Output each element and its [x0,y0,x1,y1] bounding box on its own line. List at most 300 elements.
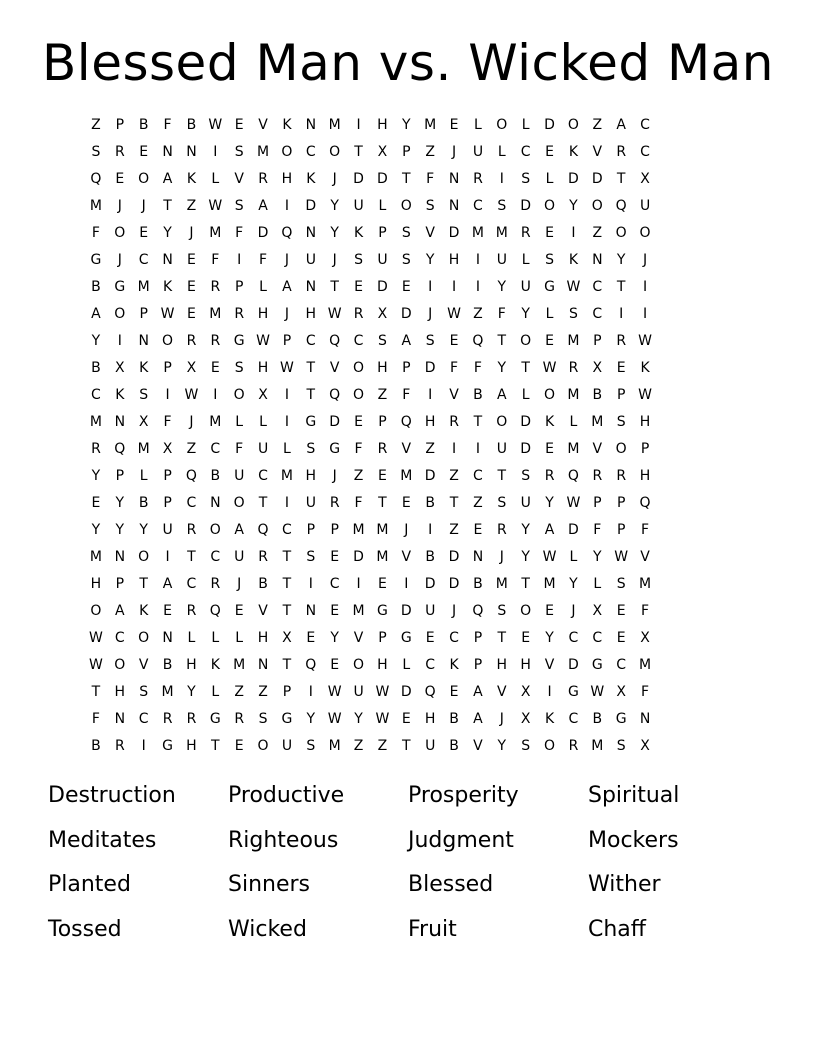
grid-letter: I [284,495,289,511]
grid-letter: S [401,225,411,241]
word-list-item: Mockers [588,827,679,853]
grid-letter: H [377,657,388,673]
grid-letter: M [89,198,102,214]
grid-letter: E [616,603,626,619]
grid-letter: R [114,144,125,160]
grid-letter: T [497,468,507,484]
grid-letter: R [114,738,125,754]
grid-letter: W [638,333,652,349]
grid-letter: U [281,738,293,754]
grid-letter: N [257,657,269,673]
grid-letter: T [616,171,626,187]
grid-letter: C [353,333,364,349]
grid-letter: U [305,495,316,511]
grid-letter: H [377,360,388,376]
grid-letter: F [641,603,650,619]
grid-letter: R [616,333,627,349]
grid-letter: M [209,414,222,430]
word-list-item: Sinners [228,872,311,897]
grid-letter: W [327,711,342,727]
grid-letter: G [568,684,579,700]
grid-letter: A [497,387,507,403]
grid-letter: E [401,279,411,295]
grid-letter: B [258,576,268,592]
grid-letter: U [496,441,507,457]
grid-letter: L [259,279,267,295]
grid-letter: I [213,387,218,403]
grid-letter: E [330,603,340,619]
grid-letter: F [473,360,482,376]
grid-letter: R [210,333,221,349]
grid-letter: H [90,576,102,592]
grid-letter: N [305,225,317,241]
letter-grid [84,112,657,760]
grid-letter: N [210,495,221,511]
grid-letter: D [400,603,412,619]
grid-letter: D [257,225,269,241]
grid-letter: E [473,522,483,538]
grid-letter: O [591,198,603,214]
grid-letter: R [329,495,340,511]
grid-letter: M [591,414,604,430]
word-list-item: Wither [588,872,661,897]
grid-letter: U [377,252,388,268]
grid-letter: Z [473,306,483,322]
grid-letter: J [117,252,122,268]
grid-letter: G [615,711,627,727]
grid-letter: D [305,198,317,214]
grid-letter: P [616,495,626,511]
grid-letter: R [162,711,173,727]
grid-letter: F [354,495,363,511]
grid-letter: K [186,171,197,187]
word-list-item: Righteous [228,827,339,853]
grid-letter: U [353,684,364,700]
grid-letter: M [352,603,365,619]
grid-letter: Y [497,738,507,754]
grid-letter: R [568,360,579,376]
grid-letter: O [496,117,508,133]
grid-letter: Q [400,414,412,430]
grid-letter: G [305,414,317,430]
grid-letter: Z [258,684,268,700]
grid-letter: W [566,495,581,511]
grid-letter: M [161,684,174,700]
grid-letter: C [305,333,316,349]
grid-letter: Z [377,387,388,403]
grid-letter: B [138,495,149,511]
grid-letter: F [402,387,411,403]
grid-letter: Q [281,225,293,241]
grid-letter: U [520,279,531,295]
grid-letter: T [521,360,530,376]
grid-letter: B [91,360,101,376]
grid-letter: D [377,171,388,187]
grid-letter: M [257,144,270,160]
grid-letter: R [258,171,268,187]
grid-letter: A [258,198,268,214]
grid-letter: Y [354,711,363,727]
grid-letter: Y [545,495,554,511]
grid-letter: K [162,279,173,295]
grid-letter: J [451,144,457,160]
grid-letter: O [544,387,556,403]
grid-letter: Z [425,441,435,457]
grid-letter: V [138,657,149,673]
grid-letter: P [378,630,387,646]
grid-letter: L [474,117,482,133]
grid-letter: A [282,279,292,295]
grid-letter: X [640,630,650,646]
grid-letter: R [186,522,197,538]
grid-letter: E [449,117,459,133]
grid-letter: E [354,279,363,295]
grid-letter: C [473,468,483,484]
grid-letter: Y [306,711,316,727]
grid-letter: N [114,414,126,430]
grid-letter: I [141,738,146,754]
grid-letter: J [404,522,409,538]
grid-letter: I [308,576,313,592]
grid-letter: C [186,576,197,592]
grid-letter: W [89,630,103,646]
grid-letter: G [162,738,173,754]
grid-letter: N [448,171,460,187]
grid-letter: O [567,117,579,133]
grid-letter: C [449,630,459,646]
grid-letter: K [568,252,579,268]
grid-letter: Y [91,468,101,484]
grid-letter: F [235,441,244,457]
grid-letter: I [165,549,170,565]
grid-letter: Y [545,630,554,646]
grid-letter: E [91,495,101,511]
grid-letter: U [639,198,651,214]
grid-letter: V [592,441,603,457]
grid-letter: B [449,738,459,754]
grid-row [84,733,657,760]
grid-letter: X [640,171,650,187]
grid-letter: O [639,225,651,241]
grid-letter: P [282,333,292,349]
grid-letter: I [284,387,289,403]
grid-letter: N [138,333,149,349]
grid-letter: L [235,630,244,646]
grid-letter: M [376,549,389,565]
grid-letter: G [377,603,388,619]
grid-letter: A [616,117,626,133]
grid-letter: X [592,360,603,376]
grid-letter: C [210,549,221,565]
grid-letter: S [521,171,531,187]
grid-letter: J [189,225,194,241]
grid-letter: W [160,306,175,322]
grid-letter: F [163,414,172,430]
grid-letter: Q [185,468,197,484]
grid-letter: E [187,279,196,295]
grid-letter: X [282,630,292,646]
grid-letter: M [567,333,580,349]
grid-letter: O [496,414,508,430]
grid-letter: M [567,387,580,403]
grid-letter: I [619,306,624,322]
grid-letter: S [234,144,244,160]
grid-letter: M [89,414,102,430]
grid-letter: M [209,225,222,241]
grid-letter: P [616,387,626,403]
grid-letter: F [497,306,506,322]
grid-letter: I [428,522,433,538]
grid-letter: T [258,495,268,511]
grid-letter: V [640,549,650,565]
grid-letter: W [614,549,629,565]
grid-letter: U [496,252,507,268]
grid-letter: H [424,711,436,727]
grid-letter: M [233,657,246,673]
grid-letter: C [138,252,149,268]
grid-letter: E [163,603,172,619]
grid-row [84,571,657,598]
grid-letter: W [184,387,199,403]
word-list-item: Destruction [48,783,176,808]
grid-letter: Y [402,117,411,133]
grid-letter: D [353,549,364,565]
grid-letter: P [402,144,411,160]
grid-letter: B [186,117,197,133]
grid-letter: H [305,468,317,484]
grid-letter: H [257,306,269,322]
grid-letter: N [162,144,173,160]
grid-letter: S [497,603,507,619]
grid-letter: P [593,495,602,511]
grid-letter: J [332,171,337,187]
grid-letter: U [234,549,245,565]
grid-row [84,355,657,382]
grid-letter: L [569,414,578,430]
grid-letter: Z [186,441,197,457]
grid-letter: P [234,279,244,295]
grid-letter: D [544,117,555,133]
grid-letter: D [400,306,412,322]
grid-row [84,625,657,652]
grid-letter: H [305,306,317,322]
grid-letter: L [402,657,411,673]
grid-letter: W [208,198,223,214]
grid-letter: I [428,279,433,295]
grid-letter: U [305,252,316,268]
grid-row [84,436,657,463]
grid-letter: E [521,630,531,646]
grid-letter: L [211,171,220,187]
grid-letter: Y [521,549,530,565]
grid-letter: X [115,360,125,376]
grid-letter: C [640,117,650,133]
grid-letter: O [615,441,627,457]
grid-letter: Y [91,333,101,349]
grid-letter: Z [377,738,388,754]
grid-letter: J [332,468,337,484]
grid-letter: N [448,198,460,214]
grid-letter: N [162,252,173,268]
grid-letter: C [282,522,292,538]
word-list-item: Fruit [408,916,457,942]
grid-letter: Q [209,603,221,619]
grid-letter: J [284,306,289,322]
grid-letter: Y [330,198,339,214]
grid-letter: R [520,225,531,241]
grid-letter: F [426,171,435,187]
grid-letter: E [378,576,387,592]
grid-row [84,166,657,193]
grid-letter: W [638,387,652,403]
grid-letter: C [425,657,436,673]
word-list-item: Prosperity [408,783,519,808]
grid-letter: R [449,414,459,430]
grid-letter: T [163,198,172,214]
grid-letter: B [138,117,149,133]
grid-letter: D [568,171,579,187]
grid-letter: C [91,387,101,403]
grid-letter: B [473,576,483,592]
word-list-item: Wicked [228,916,307,942]
grid-letter: F [235,225,244,241]
word-list-item: Judgment [408,827,514,853]
grid-letter: U [472,144,484,160]
grid-letter: K [544,711,555,727]
grid-letter: B [210,468,221,484]
grid-letter: K [282,117,292,133]
grid-letter: X [520,684,531,700]
grid-letter: D [448,225,460,241]
grid-letter: N [186,144,197,160]
grid-letter: H [257,360,269,376]
grid-letter: R [496,522,507,538]
grid-letter: X [138,414,149,430]
grid-letter: M [137,441,150,457]
grid-letter: I [475,252,480,268]
grid-letter: H [639,414,651,430]
grid-letter: S [139,684,149,700]
grid-letter: E [210,360,220,376]
grid-letter: I [284,414,289,430]
grid-letter: Z [473,495,483,511]
grid-letter: R [616,144,627,160]
word-list-item: Tossed [48,916,122,942]
grid-letter: P [139,306,148,322]
grid-letter: W [447,306,461,322]
grid-letter: Y [91,522,101,538]
grid-letter: V [258,117,268,133]
grid-letter: O [209,522,221,538]
grid-letter: Y [163,225,172,241]
grid-letter: S [497,495,507,511]
grid-letter: Q [567,468,579,484]
grid-letter: T [91,684,101,700]
grid-letter: E [187,306,196,322]
grid-letter: G [544,279,555,295]
grid-letter: P [640,441,650,457]
grid-letter: Q [472,603,484,619]
grid-letter: J [117,198,122,214]
grid-letter: S [616,414,626,430]
grid-letter: H [520,657,531,673]
grid-letter: K [115,387,125,403]
grid-letter: V [449,387,459,403]
grid-letter: D [448,549,460,565]
grid-letter: Y [139,522,148,538]
grid-letter: V [544,657,555,673]
grid-letter: C [186,495,197,511]
grid-letter: C [305,144,316,160]
grid-row [84,328,657,355]
grid-letter: L [497,144,506,160]
grid-letter: P [163,468,172,484]
grid-letter: P [473,657,483,673]
grid-letter: N [592,252,603,268]
grid-letter: O [114,657,126,673]
grid-letter: O [353,360,365,376]
grid-letter: G [233,333,245,349]
grid-letter: P [282,684,292,700]
grid-row [84,463,657,490]
grid-letter: T [282,576,292,592]
grid-letter: M [89,549,102,565]
grid-letter: Y [330,630,339,646]
grid-letter: P [378,414,387,430]
grid-letter: T [330,279,339,295]
grid-letter: P [163,360,172,376]
grid-letter: T [402,738,411,754]
grid-letter: K [568,144,579,160]
grid-letter: E [401,495,411,511]
grid-letter: J [284,252,289,268]
grid-letter: U [162,522,173,538]
grid-letter: T [378,495,387,511]
grid-letter: K [306,171,316,187]
grid-letter: H [281,171,293,187]
grid-letter: R [186,711,197,727]
grid-letter: I [642,279,648,295]
grid-row [84,382,657,409]
grid-letter: P [115,468,125,484]
grid-letter: R [186,603,197,619]
grid-letter: E [616,630,626,646]
grid-letter: L [521,117,530,133]
grid-letter: X [592,603,603,619]
grid-letter: W [542,549,557,565]
grid-letter: T [616,279,626,295]
grid-letter: Z [592,225,603,241]
grid-row [84,598,657,625]
grid-letter: I [428,387,433,403]
grid-letter: M [328,738,341,754]
grid-letter: V [234,171,244,187]
grid-letter: V [258,603,268,619]
grid-letter: N [114,549,126,565]
grid-letter: O [544,738,556,754]
grid-row [84,301,657,328]
grid-letter: V [592,144,603,160]
grid-letter: O [520,333,532,349]
grid-letter: B [91,279,101,295]
grid-row [84,139,657,166]
grid-letter: O [615,225,627,241]
grid-letter: S [616,576,626,592]
grid-letter: Y [115,495,125,511]
grid-letter: O [233,495,245,511]
grid-letter: H [496,657,508,673]
grid-letter: J [141,198,146,214]
